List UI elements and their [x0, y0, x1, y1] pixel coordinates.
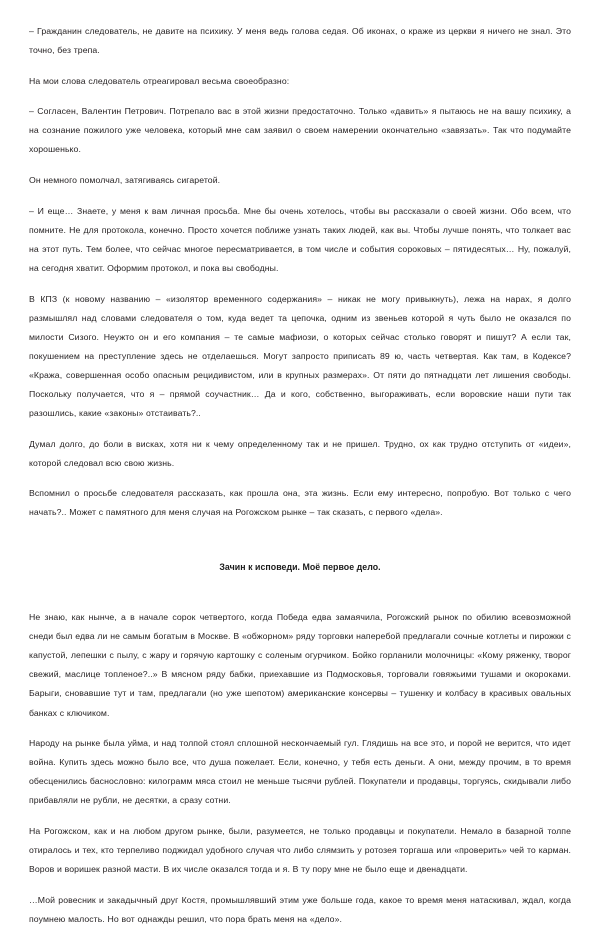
paragraph: …Мой ровесник и закадычный друг Костя, промышлявший этим уже больше года, какое то время меня натаскивал, ждал, когда поумнею малость. Но вот однажды решил, что пора брать меня на «дело».	[29, 894, 571, 924]
document-body	[29, 22, 571, 929]
paragraph: Думал долго, до боли в висках, хотя ни к чему определенному так и не пришел. Трудно, ох как трудно отступить от «идеи», которой следовал всю свою жизнь.	[29, 438, 571, 468]
section-heading-block	[29, 534, 571, 608]
paragraph: Народу на рынке была уйма, и над толпой стоял сплошной нескончаемый гул. Глядишь на все это, и порой не верится, что идет война. Купить здесь можно было все, что душа пожелает. Если, конечно, у тебя есть деньги. А они, между прочим, в то время обесценились баснословно: килограмм мяса стоил не меньше тысячи рублей. Покупатели и продавцы, торгуясь, скидывали либо прибавляли не рубли, не десятки, а сразу сотни.	[29, 738, 571, 806]
paragraph: На Рогожском, как и на любом другом рынке, были, разумеется, не только продавцы и покупатели. Немало в базарной толпе отиралось и тех, кто терпеливо поджидал удобного случая что либо слямзить у ротозея торгаша или «проверить» чей то карман. Воров и воришек разной масти. В их числе оказался тогда и я. В ту пору мне не было еще и двенадцати.	[29, 826, 571, 875]
paragraph: Он немного помолчал, затягиваясь сигаретой.	[29, 175, 221, 186]
paragraph: Не знаю, как нынче, а в начале сорок четвертого, когда Победа едва замаячила, Рогожский рынок по обилию всевозможной снеди был едва ли не самым богатым в Москве. В «обжорном» ряду торговки наперебой предлагали сочные котлеты и пирожки с капустой, лепешки с пылу, с жару и горячую картошку с соленым огурчиком. Бойко горланили молочницы: «Кому ряженку, творог свежий, маслице топленое?..» В мясном ряду бабки, приехавшие из Подмосковья, торговали говяжьими тушами и окороками. Барыги, сновавшие тут и там, предлагали (но уже шепотом) американские консервы – тушенку и колбасу в красивых овальных банках с ключиком.	[29, 612, 571, 718]
paragraph: На мои слова следователь отреагировал весьма своеобразно:	[29, 75, 290, 86]
paragraph: – Гражданин следователь, не давите на психику. У меня ведь голова седая. Об иконах, о краже из церкви я ничего не знал. Это точно, без трепа.	[29, 26, 571, 56]
paragraph: – И еще… Знаете, у меня к вам личная просьба. Мне бы очень хотелось, чтобы вы рассказали о своей жизни. Обо всем, что помните. Не для протокола, конечно. Просто хочется поближе узнать таких людей, как вы. Чтобы лучше понять, что толкает вас на этот путь. Тем более, что сейчас многое пересматривается, в том числе и события сороковых – пятидесятых… Ну, пожалуй, на сегодня хватит. Оформим протокол, и пока вы свободны.	[29, 205, 571, 273]
paragraph: В КПЗ (к новому названию – «изолятор временного содержания» – никак не могу привыкнуть), лежа на нарах, я долго размышлял над словами следователя о том, куда ведет та цепочка, одним из звеньев которой я чуть было не оказался по милости Сизого. Неужто он и его компания – те самые мафиози, о которых сейчас столько говорят и пишут? А если так, покушением на преступление здесь не отделаешься. Могут запросто приписать 89 ю, часть четвертая. Как там, в Кодексе? «Кража, совершенная особо опасным рецидивистом, или в крупных размерах». От пяти до пятнадцати лет лишения свободы. Поскольку получается, что я – прямой соучастник… Да и кого, собственно, выгораживать, если воровские наши пути так разошлись, какие «законы» отстаивать?..	[29, 293, 571, 419]
paragraph: – Согласен, Валентин Петрович. Потрепало вас в этой жизни предостаточно. Только «давить» я пытаюсь не на вашу психику, а на сознание пожилого уже человека, который мне сам заявил о своем намерении окончательно «завязать». Так что подумайте хорошенько.	[29, 106, 571, 155]
paragraph: Вспомнил о просьбе следователя рассказать, как прошла она, эта жизнь. Если ему интересно, попробую. Вот только с чего начать?.. Может с памятного для меня случая на Рогожском рынке – так сказать, с первого «дела».	[29, 488, 571, 518]
section-heading: Зачин к исповеди. Моё первое дело.	[219, 562, 381, 573]
